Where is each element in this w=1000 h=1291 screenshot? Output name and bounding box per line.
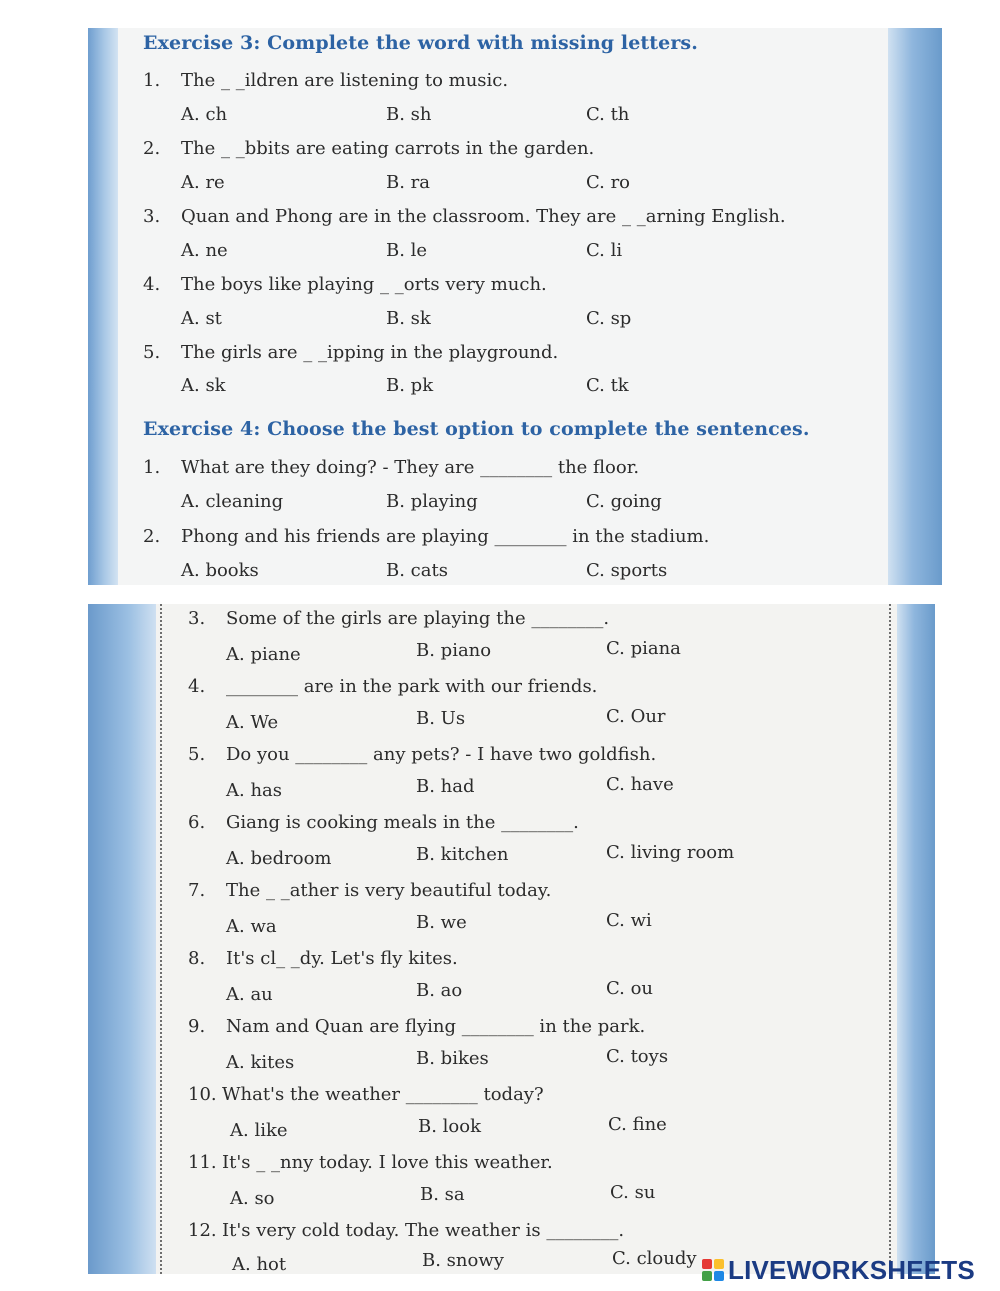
- ex3-q5-option-a: A. sk: [181, 375, 226, 396]
- ex4-q8-option-b: B. ao: [416, 980, 463, 1001]
- ex4-q11-option-a: A. so: [230, 1188, 275, 1209]
- ex4-question-9: 9. Nam and Quan are flying ________ in the park.: [188, 1016, 646, 1037]
- ex4-q7-option-a: A. wa: [226, 916, 277, 937]
- page-margin-band-left: [88, 28, 118, 585]
- ex4-q1-option-c: C. going: [586, 491, 662, 512]
- ex4-q2-option-a: A. books: [181, 560, 259, 581]
- ex4-q4-option-a: A. We: [226, 712, 279, 733]
- ex4-question-6: 6. Giang is cooking meals in the ________.: [188, 812, 579, 833]
- ex4-q4-option-b: B. Us: [416, 708, 466, 729]
- exercise-3-heading: Exercise 3: Complete the word with missing letters.: [143, 32, 698, 54]
- ex4-question-7: 7. The _ _ather is very beautiful today.: [188, 880, 552, 901]
- ex3-question-5: 5. The girls are _ _ipping in the playground.: [143, 342, 559, 363]
- ex3-q3-option-a: A. ne: [181, 240, 228, 261]
- ex4-q2-option-c: C. sports: [586, 560, 668, 581]
- ex3-q3-option-b: B. le: [386, 240, 428, 261]
- ex3-q2-option-a: A. re: [181, 172, 225, 193]
- ex4-q3-option-a: A. piane: [226, 644, 301, 665]
- ex4-q8-option-a: A. au: [226, 984, 273, 1005]
- ex3-q1-option-a: A. ch: [181, 104, 228, 125]
- ex4-question-3: 3. Some of the girls are playing the ________.: [188, 608, 610, 629]
- ex4-question-8: 8. It's cl_ _dy. Let's fly kites.: [188, 948, 458, 969]
- ex4-question-10: 10. What's the weather ________ today?: [188, 1084, 544, 1105]
- ex4-q9-option-c: C. toys: [606, 1046, 669, 1067]
- liveworksheets-watermark: [702, 1255, 975, 1285]
- worksheet-scan-bottom: [88, 604, 935, 1274]
- ex4-q11-option-c: C. su: [610, 1182, 656, 1203]
- ex3-question-2: 2. The _ _bbits are eating carrots in the garden.: [143, 138, 595, 159]
- ex3-q5-option-c: C. tk: [586, 375, 629, 396]
- ex4-q6-option-b: B. kitchen: [416, 844, 509, 865]
- ex4-q5-option-a: A. has: [226, 780, 283, 801]
- ex3-q4-option-c: C. sp: [586, 308, 632, 329]
- ex4-question-5: 5. Do you ________ any pets? - I have two goldfish.: [188, 744, 657, 765]
- ex3-q4-option-a: A. st: [181, 308, 222, 329]
- binding-dotted-line: [160, 604, 162, 1274]
- liveworksheets-logo-icon: [702, 1259, 724, 1281]
- ex4-q2-option-b: B. cats: [386, 560, 448, 581]
- ex4-question-2: 2. Phong and his friends are playing ________ in the stadium.: [143, 526, 710, 547]
- ex4-q10-option-b: B. look: [418, 1116, 482, 1137]
- ex3-question-4: 4. The boys like playing _ _orts very much.: [143, 274, 547, 295]
- ex4-q9-option-a: A. kites: [226, 1052, 295, 1073]
- ex3-q2-option-b: B. ra: [386, 172, 431, 193]
- page-margin-band-right: [897, 604, 935, 1274]
- exercise-4-heading: Exercise 4: Choose the best option to complete the sentences.: [143, 418, 810, 440]
- ex4-q5-option-b: B. had: [416, 776, 475, 797]
- ex4-q12-option-b: B. snowy: [422, 1250, 504, 1271]
- ex4-q1-option-b: B. playing: [386, 491, 478, 512]
- worksheet-scan-top: [88, 28, 942, 585]
- ex3-q1-option-b: B. sh: [386, 104, 432, 125]
- ex4-question-12: 12. It's very cold today. The weather is ________.: [188, 1220, 625, 1241]
- ex4-q1-option-a: A. cleaning: [181, 491, 284, 512]
- page-margin-band-left: [88, 604, 156, 1274]
- ex4-q10-option-c: C. fine: [608, 1114, 667, 1135]
- ex3-q1-option-c: C. th: [586, 104, 630, 125]
- ex3-q5-option-b: B. pk: [386, 375, 434, 396]
- ex3-question-1: 1. The _ _ildren are listening to music.: [143, 70, 509, 91]
- ex3-q3-option-c: C. li: [586, 240, 623, 261]
- ex4-q3-option-b: B. piano: [416, 640, 492, 661]
- ex4-question-4: 4. ________ are in the park with our friends.: [188, 676, 598, 697]
- ex3-q2-option-c: C. ro: [586, 172, 631, 193]
- page-margin-band-right: [888, 28, 942, 585]
- ex4-q6-option-c: C. living room: [606, 842, 735, 863]
- ex4-q12-option-a: A. hot: [232, 1254, 287, 1274]
- ex4-q11-option-b: B. sa: [420, 1184, 465, 1205]
- ex4-q5-option-c: C. have: [606, 774, 674, 795]
- ex4-question-11: 11. It's _ _nny today. I love this weather.: [188, 1152, 553, 1173]
- ex4-q10-option-a: A. like: [230, 1120, 288, 1141]
- ex4-q7-option-c: C. wi: [606, 910, 652, 931]
- ex3-question-3: 3. Quan and Phong are in the classroom. They are _ _arning English.: [143, 206, 786, 227]
- ex4-q12-option-c: C. cloudy: [612, 1248, 697, 1269]
- ex4-q4-option-c: C. Our: [606, 706, 666, 727]
- ex4-q8-option-c: C. ou: [606, 978, 654, 999]
- ex4-q7-option-b: B. we: [416, 912, 467, 933]
- ex4-q6-option-a: A. bedroom: [226, 848, 332, 869]
- ex3-q4-option-b: B. sk: [386, 308, 431, 329]
- binding-dotted-line: [889, 604, 891, 1274]
- ex4-q9-option-b: B. bikes: [416, 1048, 489, 1069]
- watermark-text: LIVEWORKSHEETS: [728, 1254, 975, 1285]
- ex4-question-1: 1. What are they doing? - They are ________ the floor.: [143, 457, 640, 478]
- ex4-q3-option-c: C. piana: [606, 638, 681, 659]
